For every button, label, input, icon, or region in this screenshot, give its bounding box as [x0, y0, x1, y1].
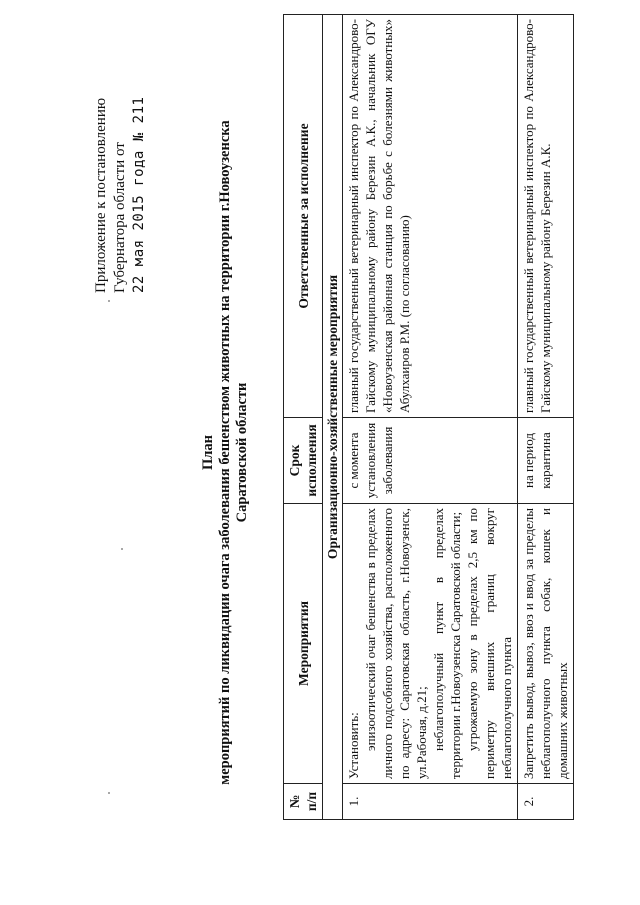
title-line-2: мероприятий по ликвидации очага заболевания бешенством животных на территории г.Новоузенска: [217, 120, 233, 785]
header-measures: Мероприятия: [284, 504, 323, 784]
row-number: 2.: [518, 784, 574, 820]
header-term: Срок исполнения: [284, 418, 323, 504]
scan-speck: [108, 300, 110, 302]
measure-paragraph-2: неблагополучный пункт в пределах территории г.Новоузенска Саратовской области;: [431, 508, 463, 779]
table-header-row: [284, 15, 323, 820]
document-title: [200, 0, 251, 905]
scan-speck: [121, 548, 123, 550]
title-line-3: Саратовской области: [234, 382, 250, 523]
section-row: [323, 15, 343, 820]
header-responsible: Ответственные за исполнение: [284, 15, 323, 418]
measure-intro: Установить:: [346, 712, 361, 779]
row-number: 1.: [343, 784, 518, 820]
table-row: [518, 15, 574, 820]
scan-speck: [108, 792, 110, 794]
table-row: [343, 15, 518, 820]
approval-line-3: 22 мая 2015 года № 211: [131, 96, 147, 293]
header-number: № п/п: [284, 784, 323, 820]
row-responsible: главный государственный ветеринарный инспектор по Александрово-Гайскому муниципальному району Березин А.К.: [518, 15, 574, 418]
section-title: Организационно-хозяйственные мероприятия: [323, 15, 343, 820]
row-measure: [343, 504, 518, 784]
measure-paragraph-1: эпизоотический очаг бешенства в пределах личного подсобного хозяйства, расположенного по адресу: Саратовская область, г.Новоузенск, ул.Рабочая, д.21;: [363, 508, 429, 779]
title-line-1: План: [200, 434, 216, 471]
approval-line-2: Губернатора области от: [112, 142, 128, 293]
approval-note: [92, 33, 149, 293]
row-measure: Запретить вывод, вывоз, ввоз и ввод за пределы неблагополучного пункта собак, кошек и домашних животных: [518, 504, 574, 784]
measure-paragraph-3: угрожаемую зону в пределах 2,5 км по периметру внешних границ вокруг неблагополучного пункта: [465, 508, 514, 779]
approval-line-1: Приложение к постановлению: [93, 97, 109, 293]
row-term: с момента установления заболевания: [343, 418, 518, 504]
row-responsible: главный государственный ветеринарный инспектор по Александрово-Гайскому муниципальному району Березин А.К., начальник ОГУ «Новоузенская районная станция по борьбе с болезнями животных» Абулхаиров Р.М. (по согласованию): [343, 15, 518, 418]
row-term: на период карантина: [518, 418, 574, 504]
plan-table: [283, 14, 574, 820]
